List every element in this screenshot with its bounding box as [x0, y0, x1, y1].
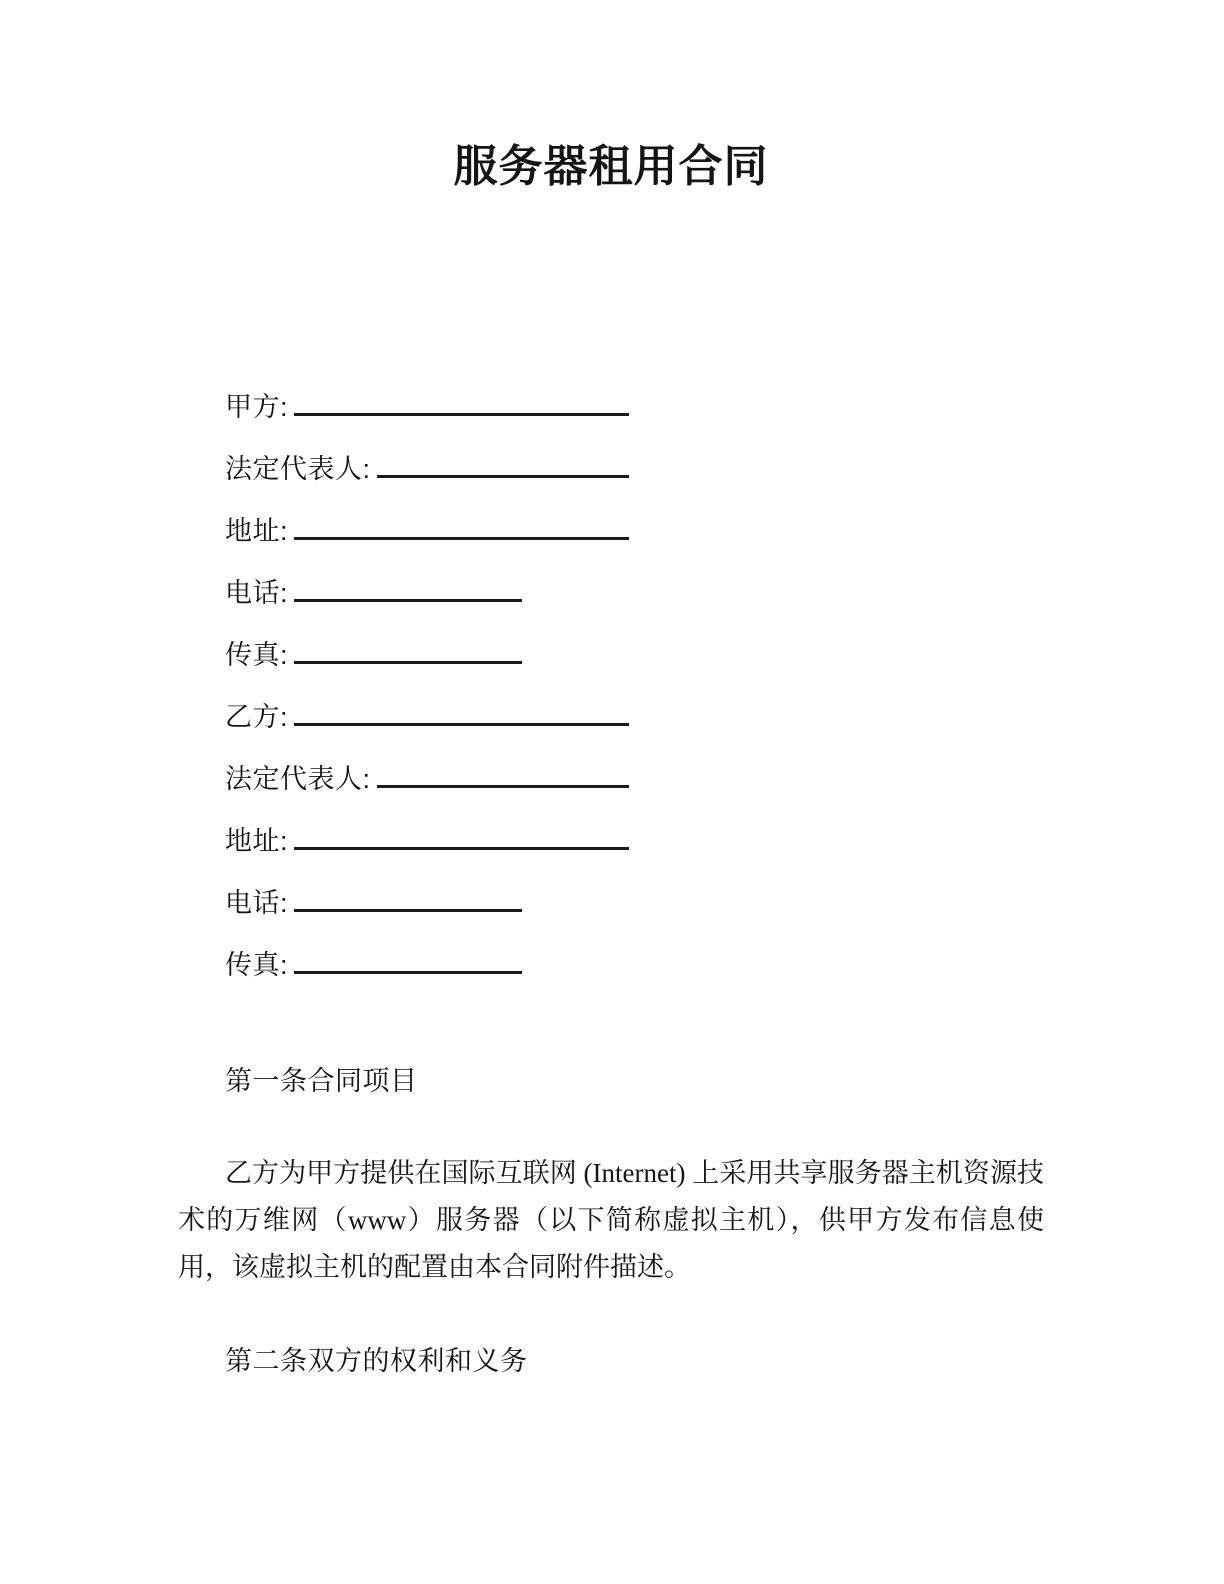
blank-line-phone-b — [294, 900, 522, 912]
field-label-fax-b: 传真: — [225, 950, 289, 980]
blank-line-phone-a — [294, 590, 522, 602]
field-label-address-b: 地址: — [225, 826, 289, 856]
field-row-phone-a — [178, 562, 1044, 624]
blank-line-fax-a — [294, 652, 522, 664]
field-row-address-a — [178, 500, 1044, 562]
blank-line-party-b — [294, 714, 629, 726]
article-1-paragraph: 乙方为甲方提供在国际互联网 (Internet) 上采用共享服务器主机资源技术的万维网（www）服务器（以下简称虚拟主机），供甲方发布信息使用，该虚拟主机的配置由本合同附件描述。 — [178, 1158, 1044, 1282]
blank-line-legal-rep-a — [377, 466, 629, 478]
field-label-party-b: 乙方: — [225, 702, 289, 732]
blank-line-address-b — [294, 838, 629, 850]
field-row-fax-b — [178, 934, 1044, 996]
field-row-party-b — [178, 686, 1044, 748]
field-label-phone-b: 电话: — [225, 888, 289, 918]
blank-line-address-a — [294, 528, 629, 540]
field-row-address-b — [178, 810, 1044, 872]
field-label-phone-a: 电话: — [225, 578, 289, 608]
section-heading-article-1: 第一条合同项目 — [225, 1066, 418, 1096]
field-row-party-a — [178, 376, 1044, 438]
blank-line-legal-rep-b — [377, 776, 629, 788]
party-fields-block — [178, 376, 1044, 996]
field-label-fax-a: 传真: — [225, 640, 289, 670]
blank-line-fax-b — [294, 962, 522, 974]
field-row-fax-a — [178, 624, 1044, 686]
field-label-party-a: 甲方: — [225, 392, 289, 422]
field-label-address-a: 地址: — [225, 516, 289, 546]
blank-line-party-a — [294, 404, 629, 416]
field-row-phone-b — [178, 872, 1044, 934]
field-row-legal-rep-b — [178, 748, 1044, 810]
field-label-legal-rep-a: 法定代表人: — [225, 454, 371, 484]
section-heading-article-2: 第二条双方的权利和义务 — [225, 1346, 528, 1376]
document-title: 服务器租用合同 — [453, 142, 769, 191]
field-row-legal-rep-a — [178, 438, 1044, 500]
field-label-legal-rep-b: 法定代表人: — [225, 764, 371, 794]
